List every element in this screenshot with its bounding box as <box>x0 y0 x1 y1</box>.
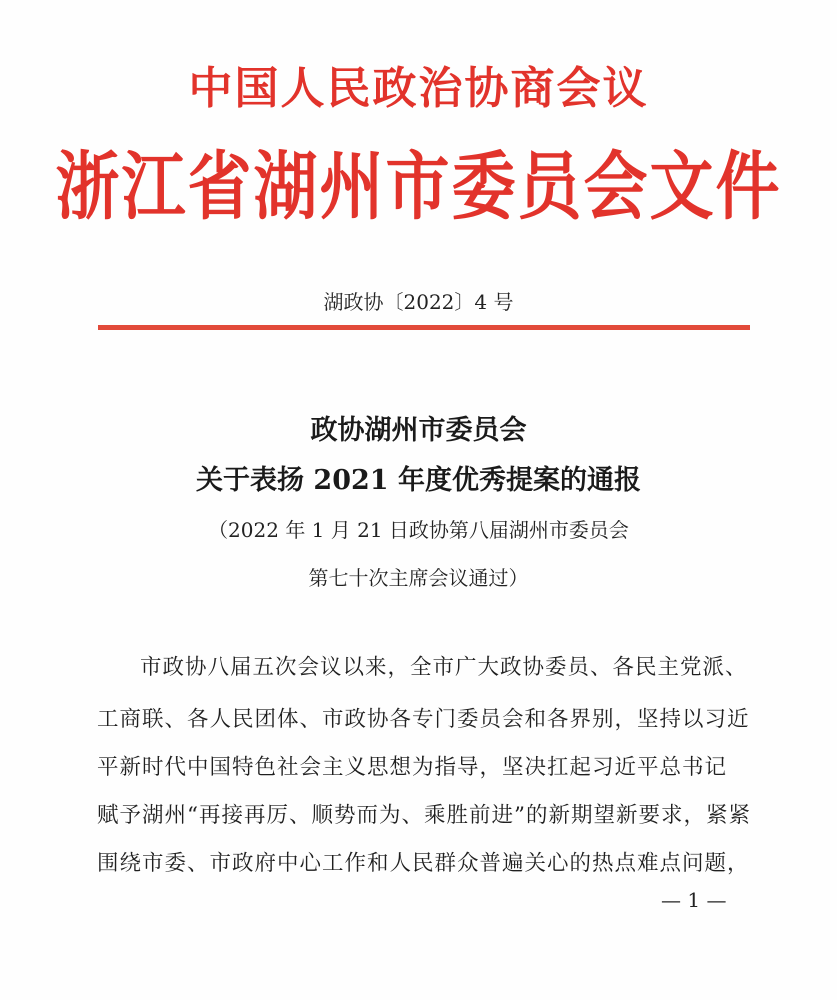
body-text-line: 赋予湖州“再接再厉、顺势而为、乘胜前进”的新期望新要求，紧紧 <box>97 803 751 828</box>
notice-subtitle-line2: 第七十次主席会议通过） <box>308 566 529 590</box>
document-type-header: 浙江省湖州市委员会文件 <box>55 144 782 231</box>
notice-title-line1: 政协湖州市委员会 <box>310 415 527 446</box>
notice-title-line2: 关于表扬 2021 年度优秀提案的通报 <box>196 465 641 496</box>
body-text-line: 工商联、各人民团体、市政协各专门委员会和各界别，坚持以习近 <box>97 707 750 732</box>
red-separator-line <box>98 325 750 330</box>
body-text-line: 平新时代中国特色社会主义思想为指导，坚决扛起习近平总书记 <box>97 755 728 780</box>
document-number: 湖政协〔2022〕4 号 <box>323 290 514 314</box>
org-header-line: 中国人民政治协商会议 <box>188 63 649 114</box>
body-text-line: 市政协八届五次会议以来，全市广大政协委员、各民主党派、 <box>140 655 748 680</box>
page-number: — 1 — <box>661 888 727 912</box>
notice-subtitle-line1: （2022 年 1 月 21 日政协第八届湖州市委员会 <box>208 518 629 542</box>
body-text-line: 围绕市委、市政府中心工作和人民群众普遍关心的热点难点问题， <box>97 851 750 876</box>
